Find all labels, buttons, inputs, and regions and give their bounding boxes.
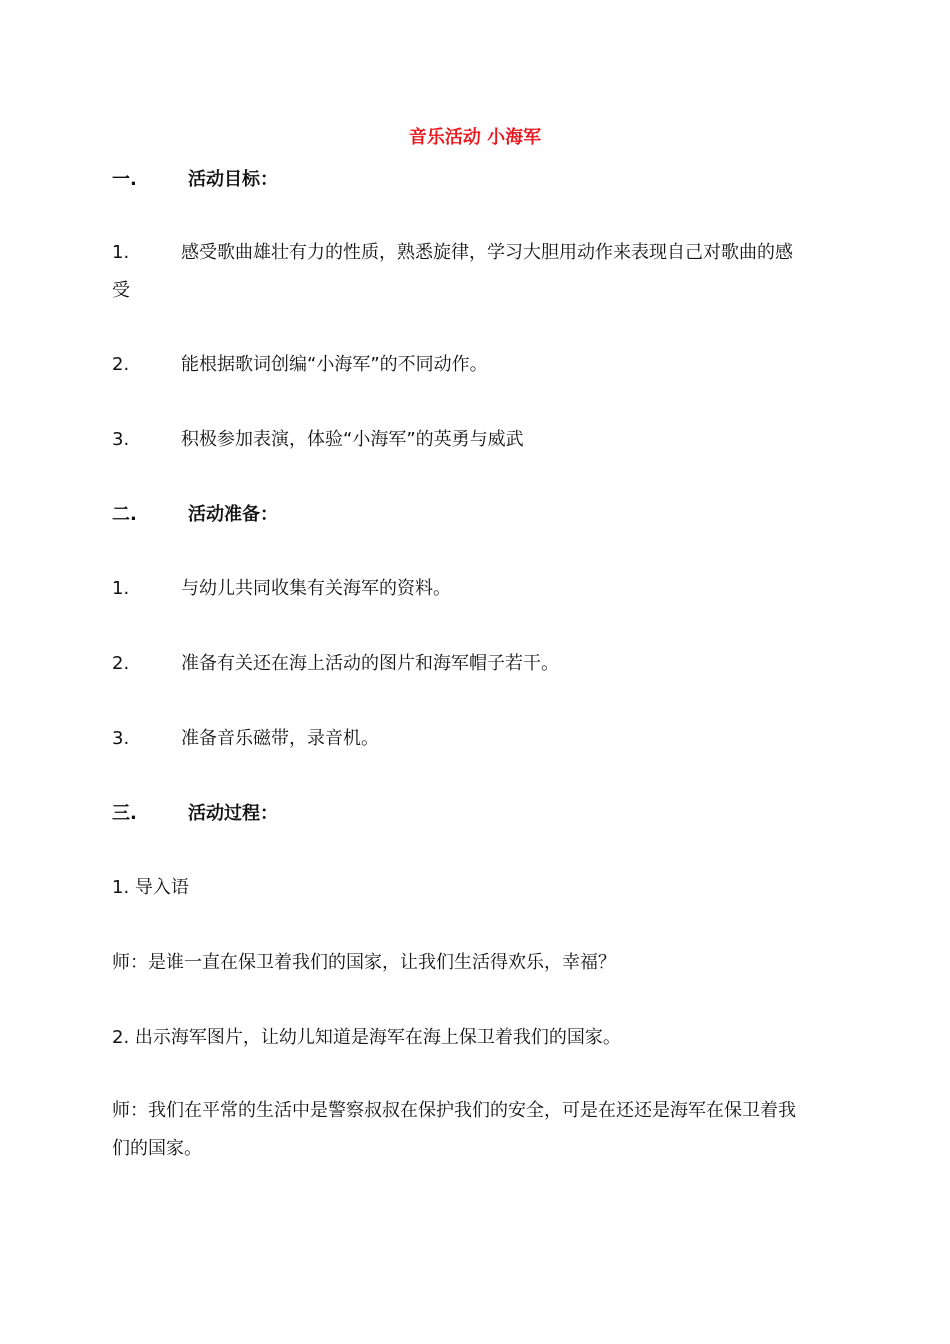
- list-item: [112, 571, 842, 607]
- document-title: 音乐活动 小海军: [408, 127, 542, 148]
- list-item: [112, 721, 842, 757]
- item-number: 3.: [112, 728, 130, 749]
- item-number: 1.: [112, 242, 130, 263]
- item-number: 1.: [112, 578, 130, 599]
- list-item: [112, 235, 842, 271]
- paragraph: 师：我们在平常的生活中是警察叔叔在保护我们的安全，可是在还还是海军在保卫着我: [112, 1100, 796, 1121]
- section-heading-process: [112, 796, 842, 832]
- item-text: 准备有关还在海上活动的图片和海军帽子若干。: [181, 653, 559, 674]
- list-item: [112, 646, 842, 682]
- item-text: 准备音乐磁带，录音机。: [181, 728, 379, 749]
- item-text: 能根据歌词创编“小海军”的不同动作。: [181, 354, 488, 375]
- item-text: 感受歌曲雄壮有力的性质，熟悉旋律，学习大胆用动作来表现自己对歌曲的感: [181, 242, 793, 263]
- item-number: 3.: [112, 429, 130, 450]
- paragraph: 2. 出示海军图片，让幼儿知道是海军在海上保卫着我们的国家。: [112, 1027, 621, 1048]
- section-title: 活动准备：: [188, 504, 278, 525]
- list-item: [112, 422, 842, 458]
- item-number: 2.: [112, 354, 130, 375]
- paragraph: 师：是谁一直在保卫着我们的国家，让我们生活得欢乐，幸福？: [112, 952, 616, 973]
- list-item: [112, 347, 842, 383]
- paragraph-continuation: 们的国家。: [112, 1138, 202, 1159]
- section-number: 二.: [112, 504, 137, 525]
- item-text: 积极参加表演，体验“小海军”的英勇与威武: [181, 429, 524, 450]
- item-text: 与幼儿共同收集有关海军的资料。: [181, 578, 451, 599]
- item-number: 2.: [112, 653, 130, 674]
- section-heading-goals: [112, 162, 842, 198]
- section-heading-preparation: [112, 497, 842, 533]
- section-number: 一.: [112, 169, 137, 190]
- section-title: 活动过程：: [188, 803, 278, 824]
- list-item-continuation: 受: [112, 280, 130, 301]
- section-title: 活动目标：: [188, 169, 278, 190]
- paragraph: 1. 导入语: [112, 877, 189, 898]
- section-number: 三.: [112, 803, 137, 824]
